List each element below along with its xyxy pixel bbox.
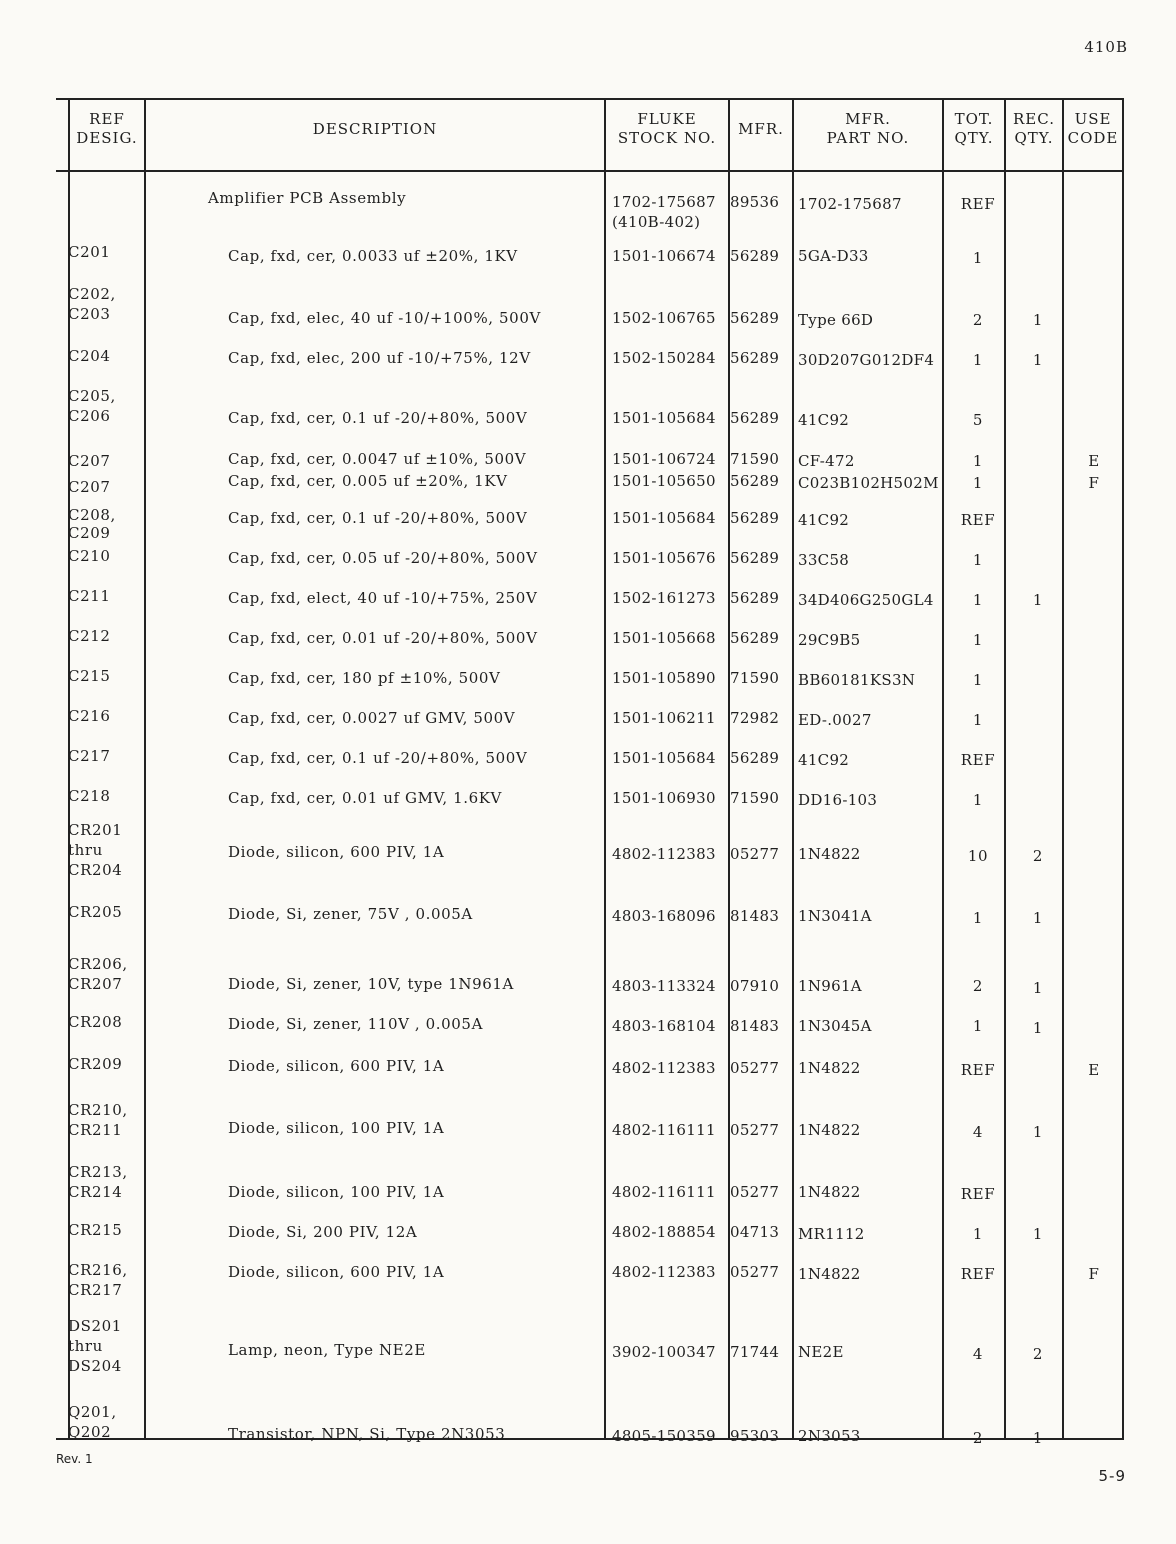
table-row <box>56 772 1122 808</box>
part-description: Diode, Si, zener, 10V, type 1N961A <box>228 975 514 993</box>
mfr-code: 05277 <box>730 1183 780 1201</box>
ref-designator: C204 <box>68 347 111 365</box>
ref-designator: CR201 thru CR204 <box>68 821 123 879</box>
table-row <box>56 332 1122 370</box>
total-qty: 1 <box>972 1225 984 1243</box>
mfr-code: 81483 <box>730 1017 780 1035</box>
ref-designator: CR210, CR211 <box>68 1101 128 1139</box>
stock-number: 1501-105684 <box>612 409 716 427</box>
part-description: Cap, fxd, cer, 0.01 uf GMV, 1.6KV <box>228 789 502 807</box>
recommended-qty: 1 <box>1032 351 1044 369</box>
total-qty: REF <box>960 511 996 529</box>
stock-number: 1501-106724 1501-105650 <box>612 450 716 490</box>
part-description: Cap, fxd, cer, 0.0047 uf ±10%, 500V Cap, fxd, cer, 0.005 uf ±20%, 1KV <box>228 450 527 490</box>
recommended-qty: 1 <box>1032 1019 1044 1037</box>
stock-number: 3902-100347 <box>612 1343 716 1361</box>
total-qty: 10 <box>967 847 989 865</box>
table-row <box>56 612 1122 652</box>
ref-designator: CR209 <box>68 1055 123 1073</box>
mfr-part-number: NE2E <box>798 1343 844 1361</box>
stock-number: 1501-106674 <box>612 247 716 265</box>
mfr-code: 05277 <box>730 1059 780 1077</box>
table-row <box>56 1038 1122 1078</box>
table-row <box>56 432 1122 496</box>
part-description: Cap, fxd, cer, 180 pf ±10%, 500V <box>228 669 501 687</box>
table-row <box>56 732 1122 772</box>
mfr-part-number: 1702-175687 <box>798 195 902 213</box>
part-description: Cap, fxd, cer, 0.1 uf -20/+80%, 500V <box>228 509 528 527</box>
total-qty: 1 <box>972 909 984 927</box>
total-qty: 4 <box>972 1123 984 1141</box>
table-row <box>56 936 1122 998</box>
mfr-code: 56289 <box>730 589 780 607</box>
total-qty: 1 <box>972 631 984 649</box>
mfr-part-number: ED-.0027 <box>798 711 872 729</box>
mfr-part-number: 34D406G250GL4 <box>798 591 934 609</box>
table-row <box>56 1240 1122 1316</box>
table-row <box>56 272 1122 332</box>
part-description: Cap, fxd, cer, 0.05 uf -20/+80%, 500V <box>228 549 538 567</box>
total-qty: 5 <box>972 411 984 429</box>
recommended-qty: 1 <box>1032 979 1044 997</box>
stock-number: 4803-168096 <box>612 907 716 925</box>
ref-designator: CR216, CR217 <box>68 1261 128 1299</box>
mfr-part-number: BB60181KS3N <box>798 671 916 689</box>
header-ref-desig: REF DESIG. <box>76 110 138 147</box>
ref-designator: C202, C203 <box>68 285 116 323</box>
mfr-code: 72982 <box>730 709 780 727</box>
mfr-part-number: DD16-103 <box>798 791 878 809</box>
header-use-code: USE CODE <box>1067 110 1119 147</box>
total-qty: 4 <box>972 1345 984 1363</box>
recommended-qty: 1 <box>1032 1429 1044 1447</box>
mfr-code: 05277 <box>730 845 780 863</box>
recommended-qty: 1 <box>1032 311 1044 329</box>
mfr-part-number: 33C58 <box>798 551 850 569</box>
ref-designator: C207 C207 <box>68 452 111 496</box>
total-qty: REF <box>960 195 996 213</box>
stock-number: 1501-105890 <box>612 669 716 687</box>
total-qty: REF <box>960 1185 996 1203</box>
total-qty: REF <box>960 1265 996 1283</box>
page-number: 5-9 <box>1098 1467 1126 1485</box>
part-description: Cap, fxd, cer, 0.0027 uf GMV, 500V <box>228 709 516 727</box>
stock-number: 4802-188854 <box>612 1223 716 1241</box>
table-row <box>56 1078 1122 1140</box>
ref-designator: Q201, Q202 <box>68 1403 117 1441</box>
use-code: E F <box>1088 452 1100 492</box>
stock-number: 1501-105668 <box>612 629 716 647</box>
total-qty: 1 1 <box>972 452 984 492</box>
stock-number: 1501-106211 <box>612 709 716 727</box>
ref-designator: C205, C206 <box>68 387 116 425</box>
mfr-code: 04713 <box>730 1223 780 1241</box>
table-row <box>56 492 1122 542</box>
mfr-code: 71590 <box>730 789 780 807</box>
mfr-code: 56289 <box>730 629 780 647</box>
ref-designator: CR206, CR207 <box>68 955 128 993</box>
header-stock-no: FLUKE STOCK NO. <box>617 110 717 147</box>
table-row <box>56 1402 1122 1462</box>
part-description: Cap, fxd, cer, 0.1 uf -20/+80%, 500V <box>228 409 528 427</box>
mfr-part-number: 41C92 <box>798 411 850 429</box>
ref-designator: C211 <box>68 587 111 605</box>
part-description: Cap, fxd, elec, 200 uf -10/+75%, 12V <box>228 349 531 367</box>
mfr-part-number: Type 66D <box>798 311 874 329</box>
stock-number: 1501-105684 <box>612 509 716 527</box>
stock-number: 4802-112383 <box>612 1059 716 1077</box>
mfr-code: 07910 <box>730 977 780 995</box>
table-header <box>56 100 1122 172</box>
mfr-code: 56289 <box>730 309 780 327</box>
table-row <box>56 692 1122 732</box>
total-qty: 2 <box>972 311 984 329</box>
table-row <box>56 572 1122 612</box>
table-row <box>56 892 1122 936</box>
mfr-code: 56289 <box>730 349 780 367</box>
total-qty: 1 <box>972 1017 984 1035</box>
stock-number: 1501-105684 <box>612 749 716 767</box>
mfr-part-number: 29C9B5 <box>798 631 861 649</box>
total-qty: REF <box>960 751 996 769</box>
stock-number: 1502-161273 <box>612 589 716 607</box>
recommended-qty: 1 <box>1032 909 1044 927</box>
ref-designator: C201 <box>68 243 111 261</box>
mfr-code: 56289 <box>730 247 780 265</box>
table-row <box>56 808 1122 892</box>
mfr-part-number: 1N4822 <box>798 1121 861 1139</box>
mfr-code: 56289 <box>730 749 780 767</box>
mfr-code: 89536 <box>730 193 780 211</box>
part-description: Cap, fxd, elec, 40 uf -10/+100%, 500V <box>228 309 541 327</box>
ref-designator: CR215 <box>68 1221 123 1239</box>
model-number: 410B <box>1084 38 1128 56</box>
stock-number: 4803-168104 <box>612 1017 716 1035</box>
total-qty: 1 <box>972 671 984 689</box>
table-row <box>56 1316 1122 1402</box>
part-description: Diode, silicon, 600 PIV, 1A <box>228 1057 445 1075</box>
mfr-code: 05277 <box>730 1121 780 1139</box>
table-row <box>56 232 1122 272</box>
part-description: Diode, silicon, 100 PIV, 1A <box>228 1119 445 1137</box>
stock-number: 4805-150359 <box>612 1427 716 1445</box>
table-row <box>56 652 1122 692</box>
ref-designator: CR205 <box>68 903 123 921</box>
mfr-code: 56289 <box>730 409 780 427</box>
mfr-part-number: 41C92 <box>798 751 850 769</box>
total-qty: 1 <box>972 351 984 369</box>
mfr-part-number: 1N4822 <box>798 1183 861 1201</box>
part-description: Diode, silicon, 100 PIV, 1A <box>228 1183 445 1201</box>
stock-number: 4802-112383 <box>612 1263 716 1281</box>
table-row <box>56 370 1122 432</box>
stock-number: 4802-116111 <box>612 1121 716 1139</box>
ref-designator: C210 <box>68 547 111 565</box>
mfr-part-number: 5GA-D33 <box>798 247 869 265</box>
mfr-code: 81483 <box>730 907 780 925</box>
stock-number: 1501-106930 <box>612 789 716 807</box>
mfr-part-number: MR1112 <box>798 1225 865 1243</box>
mfr-part-number: 41C92 <box>798 511 850 529</box>
total-qty: 1 <box>972 591 984 609</box>
mfr-code: 71744 <box>730 1343 780 1361</box>
stock-number: 1502-106765 <box>612 309 716 327</box>
mfr-code: 56289 <box>730 509 780 527</box>
part-description: Diode, silicon, 600 PIV, 1A <box>228 1263 445 1281</box>
ref-designator: C217 <box>68 747 111 765</box>
header-rec-qty: REC. QTY. <box>1013 110 1055 147</box>
mfr-code: 95303 <box>730 1427 780 1445</box>
header-tot-qty: TOT. QTY. <box>954 110 994 147</box>
stock-number: 1702-175687 (410B-402) <box>612 193 716 231</box>
total-qty: 1 <box>972 249 984 267</box>
ref-designator: CR208 <box>68 1013 123 1031</box>
header-part-no: MFR. PART NO. <box>826 110 910 147</box>
mfr-code: 56289 <box>730 549 780 567</box>
stock-number: 4802-112383 <box>612 845 716 863</box>
parts-list-table <box>56 98 1124 1447</box>
ref-designator: C212 <box>68 627 111 645</box>
recommended-qty: 2 <box>1032 847 1044 865</box>
recommended-qty: 2 <box>1032 1345 1044 1363</box>
mfr-part-number: CF-472 C023B102H502M <box>798 452 939 492</box>
mfr-part-number: 1N961A <box>798 977 862 995</box>
mfr-code: 71590 <box>730 669 780 687</box>
ref-designator: C215 <box>68 667 111 685</box>
header-mfr: MFR. <box>738 120 784 138</box>
part-description: Amplifier PCB Assembly <box>208 189 407 207</box>
total-qty: 1 <box>972 551 984 569</box>
use-code: F <box>1088 1265 1100 1283</box>
total-qty: 1 <box>972 791 984 809</box>
stock-number: 4803-113324 <box>612 977 716 995</box>
mfr-part-number: 30D207G012DF4 <box>798 351 935 369</box>
header-description: DESCRIPTION <box>312 120 438 138</box>
part-description: Diode, Si, zener, 110V , 0.005A <box>228 1015 483 1033</box>
part-description: Lamp, neon, Type NE2E <box>228 1341 426 1359</box>
use-code: E <box>1088 1061 1100 1079</box>
total-qty: 1 <box>972 711 984 729</box>
ref-designator: C208, C209 <box>68 506 116 542</box>
part-description: Cap, fxd, cer, 0.01 uf -20/+80%, 500V <box>228 629 538 647</box>
ref-designator: CR213, CR214 <box>68 1163 128 1201</box>
mfr-part-number: 1N4822 <box>798 1265 861 1283</box>
ref-designator: C218 <box>68 787 111 805</box>
mfr-part-number: 1N4822 <box>798 845 861 863</box>
table-row <box>56 532 1122 572</box>
table-row <box>56 998 1122 1038</box>
part-description: Cap, fxd, cer, 0.0033 uf ±20%, 1KV <box>228 247 518 265</box>
mfr-part-number: 1N3045A <box>798 1017 872 1035</box>
mfr-part-number: 1N3041A <box>798 907 872 925</box>
recommended-qty: 1 <box>1032 591 1044 609</box>
part-description: Diode, silicon, 600 PIV, 1A <box>228 843 445 861</box>
ref-designator: C216 <box>68 707 111 725</box>
recommended-qty: 1 <box>1032 1225 1044 1243</box>
total-qty: 2 <box>972 977 984 995</box>
table-row <box>56 174 1122 232</box>
table-row <box>56 1200 1122 1243</box>
part-description: Diode, Si, zener, 75V , 0.005A <box>228 905 473 923</box>
recommended-qty: 1 <box>1032 1123 1044 1141</box>
ref-designator: DS201 thru DS204 <box>68 1317 122 1375</box>
mfr-part-number: 1N4822 <box>798 1059 861 1077</box>
part-description: Diode, Si, 200 PIV, 12A <box>228 1223 418 1241</box>
total-qty: 2 <box>972 1429 984 1447</box>
stock-number: 1502-150284 <box>612 349 716 367</box>
total-qty: REF <box>960 1061 996 1079</box>
mfr-code: 05277 <box>730 1263 780 1281</box>
mfr-code: 71590 56289 <box>730 450 780 490</box>
table-row <box>56 1140 1122 1203</box>
part-description: Cap, fxd, elect, 40 uf -10/+75%, 250V <box>228 589 538 607</box>
part-description: Cap, fxd, cer, 0.1 uf -20/+80%, 500V <box>228 749 528 767</box>
revision-label: Rev. 1 <box>56 1452 93 1466</box>
mfr-part-number: 2N3053 <box>798 1427 861 1445</box>
stock-number: 4802-116111 <box>612 1183 716 1201</box>
part-description: Transistor, NPN, Si, Type 2N3053 <box>228 1425 506 1443</box>
stock-number: 1501-105676 <box>612 549 716 567</box>
table-body <box>56 174 1122 1462</box>
